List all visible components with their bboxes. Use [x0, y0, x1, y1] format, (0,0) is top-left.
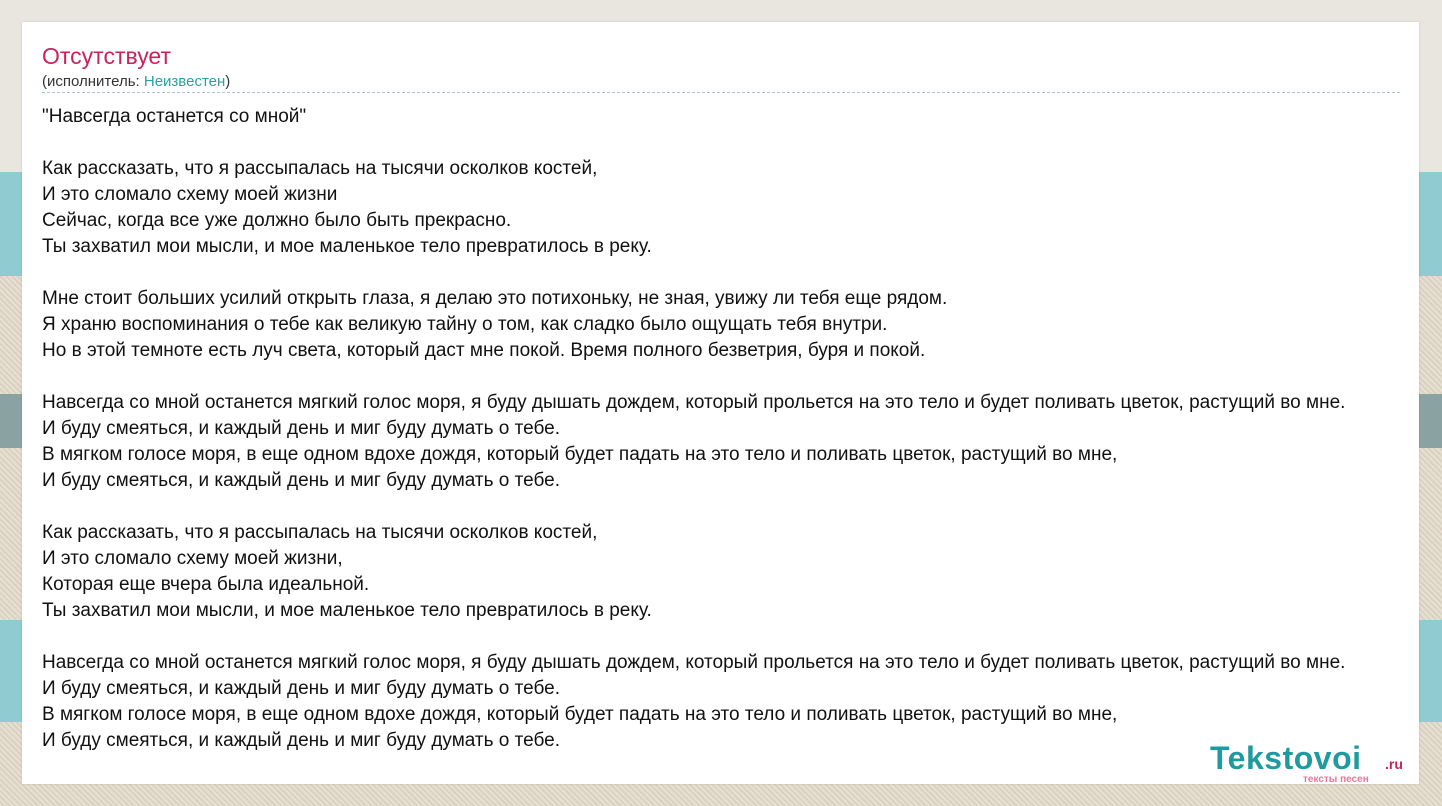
- lyrics-line: И буду смеяться, и каждый день и миг буду думать о тебе.: [42, 470, 561, 491]
- lyrics-line: И буду смеяться, и каждый день и миг буду думать о тебе.: [42, 418, 561, 439]
- lyrics-line: Навсегда со мной останется мягкий голос моря, я буду дышать дождем, который прольется на это тело и будет поливать цветок, растущий во мне.: [42, 392, 1346, 413]
- lyrics-line: Но в этой темноте есть луч света, который даст мне покой. Время полного безветрия, буря и покой.: [42, 340, 926, 361]
- lyrics-line: Сейчас, когда все уже должно было быть прекрасно.: [42, 210, 512, 231]
- lyrics-line: Как рассказать, что я рассыпалась на тысячи осколков костей,: [42, 522, 598, 543]
- lyrics-line: [42, 364, 1345, 390]
- lyrics-line: И это сломало схему моей жизни: [42, 184, 338, 205]
- title-divider: [42, 92, 1400, 93]
- lyrics-line: Ты захватил мои мысли, и мое маленькое тело превратилось в реку.: [42, 600, 652, 621]
- lyrics-line: Навсегда со мной останется мягкий голос моря, я буду дышать дождем, который прольется на это тело и будет поливать цветок, растущий во мне.: [42, 652, 1346, 673]
- artist-prefix: (исполнитель:: [42, 73, 144, 90]
- lyrics-line: [42, 624, 1345, 650]
- lyrics-line: [42, 494, 1345, 520]
- logo-text: Tekstovoi: [1210, 740, 1362, 776]
- logo-tagline: тексты песен: [1303, 774, 1369, 784]
- lyrics-line: Как рассказать, что я рассыпалась на тысячи осколков костей,: [42, 158, 598, 179]
- lyrics-line: В мягком голосе моря, в еще одном вдохе дождя, который будет падать на это тело и поливать цветок, растущий во мне,: [42, 704, 1118, 725]
- site-logo[interactable]: [1210, 740, 1416, 784]
- artist-line: [42, 73, 230, 90]
- lyrics-line: Мне стоит больших усилий открыть глаза, я делаю это потихоньку, не зная, увижу ли тебя еще рядом.: [42, 288, 948, 309]
- lyrics-line: И буду смеяться, и каждый день и миг буду думать о тебе.: [42, 730, 561, 751]
- artist-suffix: ): [225, 73, 231, 90]
- lyrics-line: Ты захватил мои мысли, и мое маленькое тело превратилось в реку.: [42, 236, 652, 257]
- lyrics-line: "Навсегда останется со мной": [42, 106, 307, 127]
- lyrics-line: Я храню воспоминания о тебе как великую тайну о том, как сладко было ощущать тебя внутри.: [42, 314, 888, 335]
- lyrics-line: И буду смеяться, и каждый день и миг буду думать о тебе.: [42, 678, 561, 699]
- lyrics-line: [42, 130, 1345, 156]
- lyrics-text: [42, 104, 1345, 754]
- lyrics-line: И это сломало схему моей жизни,: [42, 548, 343, 569]
- song-title: Отсутствует: [42, 43, 171, 69]
- lyrics-line: [42, 260, 1345, 286]
- lyrics-line: Которая еще вчера была идеальной.: [42, 574, 370, 595]
- artist-link[interactable]: Неизвестен: [143, 73, 226, 90]
- lyrics-line: В мягком голосе моря, в еще одном вдохе дождя, который будет падать на это тело и поливать цветок, растущий во мне,: [42, 444, 1118, 465]
- lyrics-card: [22, 22, 1419, 784]
- logo-domain: .ru: [1385, 756, 1403, 772]
